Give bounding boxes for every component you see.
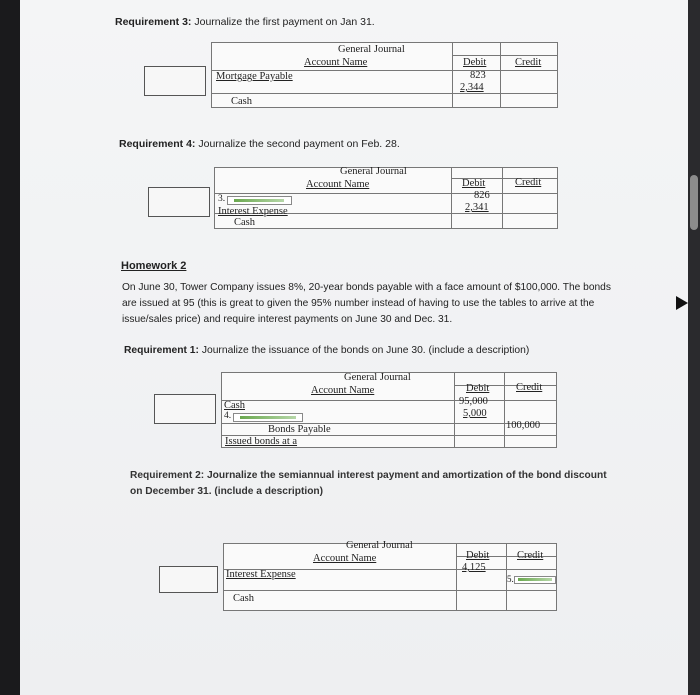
req4-col-account: Account Name — [306, 179, 370, 190]
req4-debit-value-2: 2,341 — [465, 202, 489, 213]
hw2-req2-col-credit: Credit — [517, 550, 544, 561]
scrollbar-track[interactable] — [688, 0, 700, 695]
req4-row-marker: 3. — [218, 194, 226, 204]
hw2-req1-credit-value: 100,000 — [506, 420, 541, 431]
hw2-req2-col-debit: Debit — [466, 550, 490, 561]
req3-answer-box[interactable] — [144, 66, 206, 96]
hw2-req1-journal-header: General Journal — [344, 372, 411, 383]
req4-title: Requirement 4: Journalize the second payment on Feb. 28. — [119, 138, 400, 150]
req3-journal-header: General Journal — [338, 44, 405, 55]
hw2-req1-debit-value-2: 5,000 — [463, 408, 487, 419]
req4-row1-account: Interest Expense — [218, 206, 288, 217]
req4-col-debit: Debit — [462, 178, 486, 189]
hw2-req1-debit-value: 95,000 — [459, 396, 488, 407]
req3-col-account: Account Name — [304, 57, 368, 68]
homework2-heading: Homework 2 — [121, 260, 187, 272]
homework2-paragraph: On June 30, Tower Company issues 8%, 20-year bonds payable with a face amount of $100,000. The bonds are issued at 95 (this is great to given the 95% number instead of having to use the tables to arrive at the issue/sales price) and require interest payments on June 30 and Dec. 31. — [122, 282, 611, 325]
left-dark-edge — [0, 0, 20, 695]
mouse-pointer-icon — [676, 296, 688, 310]
hw2-req2-title: Requirement 2: Journalize the semiannual interest payment and amortization of the bond discount on December 31. (include a description) — [130, 470, 607, 497]
req4-row2-account: Cash — [234, 217, 255, 228]
hw2-req2-row1-account: Interest Expense — [226, 569, 296, 580]
hw2-req1-answer-box[interactable] — [154, 394, 216, 424]
req4-dropdown-field[interactable] — [227, 196, 292, 205]
req3-debit-value-2: 2,344 — [460, 82, 484, 93]
req3-debit-value: 823 — [470, 70, 486, 81]
hw2-req1-row-marker: 4. — [224, 411, 232, 421]
hw2-req2-answer-box[interactable] — [159, 566, 218, 593]
hw2-req1-dropdown-field[interactable] — [233, 413, 303, 422]
hw2-req1-row4-account: Issued bonds at a — [225, 436, 298, 447]
req3-row2-account: Cash — [231, 96, 252, 107]
hw2-req1-col-account: Account Name — [311, 385, 375, 396]
req4-answer-box[interactable] — [148, 187, 210, 217]
hw2-req2-credit-marker: 5. — [507, 574, 514, 584]
req3-col-debit: Debit — [463, 57, 487, 68]
hw2-req1-row1-account: Cash — [224, 400, 245, 411]
req4-col-credit: Credit — [515, 177, 542, 188]
hw2-req2-dropdown-field[interactable] — [514, 576, 556, 584]
hw2-req1-row3-account: Bonds Payable — [268, 424, 331, 435]
hw2-req1-title: Requirement 1: Journalize the issuance of the bonds on June 30. (include a description) — [124, 345, 530, 356]
hw2-req1-col-debit: Debit — [466, 383, 490, 394]
req3-col-credit: Credit — [515, 57, 542, 68]
req3-title: Requirement 3: Journalize the first payment on Jan 31. — [115, 16, 375, 28]
req4-debit-value: 826 — [474, 190, 490, 201]
hw2-req2-col-account: Account Name — [313, 553, 377, 564]
scrollbar-thumb[interactable] — [690, 175, 698, 230]
hw2-req2-row2-account: Cash — [233, 593, 254, 604]
hw2-req2-journal-header: General Journal — [346, 540, 413, 551]
hw2-req1-col-credit: Credit — [516, 382, 543, 393]
req3-row1-account: Mortgage Payable — [216, 71, 293, 82]
hw2-req2-debit-value: 4,125 — [462, 562, 486, 573]
req4-journal-header: General Journal — [340, 166, 407, 177]
